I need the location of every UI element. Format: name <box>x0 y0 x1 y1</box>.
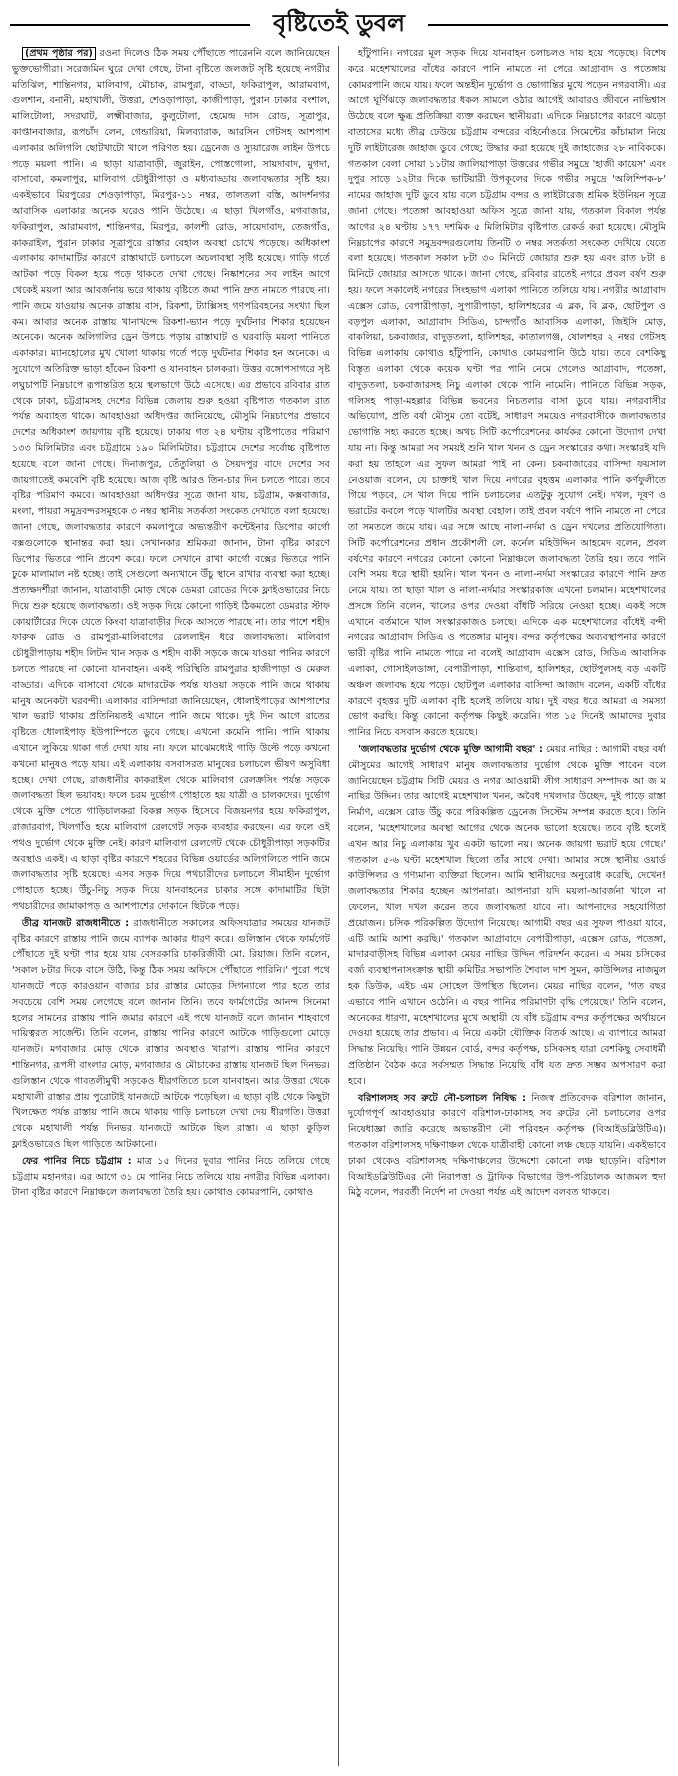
paragraph <box>348 46 666 741</box>
subhead: ফের পানির নিচে চট্টগ্রাম : <box>22 1155 132 1167</box>
paragraph <box>348 1091 666 1202</box>
subhead: 'জলাবদ্ধতার দুর্ভোগ থেকে মুক্তি আগামী বছর' : <box>358 744 543 756</box>
header <box>0 0 678 44</box>
subhead: তীব্র যানজট রাজধানীতে : <box>22 917 130 929</box>
right-column <box>348 46 666 1768</box>
left-column <box>12 46 330 1768</box>
headline-wrap <box>0 4 678 42</box>
paragraph <box>12 46 330 915</box>
paragraph-text: নিজস্ব প্রতিবেদক বরিশাল জানান, দুর্যোগপূর্ণ আবহাওয়ার কারণে বরিশাল-ঢাকাসহ সব রুটের নৌ চলাচলের ওপর নিষেধাজ্ঞা জারি করেছে অভ্যন্তরীণ নৌ পরিবহন কর্তৃপক্ষ (বিআইডব্লিউটিএ)। গতকাল বরিশালসহ দক্ষিণাঞ্চল থেকে যাত্রীবাহী কোনো লঞ্চ ছেড়ে যায়নি। একইভাবে ঢাকা থেকেও বরিশালসহ দক্ষিণাঞ্চলের উদ্দেশ্যে কোনো লঞ্চ ছাড়েনি। বরিশাল বিআইডব্লিউটিএর নৌ নিরাপত্তা ও ট্রাফিক বিভাগের উপ-পরিচালক আজমল হুদা মিঠু বলেন, পরবর্তী নির্দেশ না দেওয়া পর্যন্ত এই আদেশ বলবত থাকবে। <box>348 1092 666 1199</box>
paragraph-text: রওনা দিলেও ঠিক সময় পৌঁছাতে পারেননি বলে জানিয়েছেন ভুক্তভোগীরা। সরেজমিন ঘুরে দেখা গেছে, টানা বৃষ্টিতে জলজট সৃষ্টি হয়েছে নগরীর মতিঝিল, শান্তিনগর, মালিবাগ, মৌচাক, রামপুরা, বাড্ডা, ফকিরাপুল, আরামবাগ, গুলশান, বনানী, মহাখালী, উত্তরা, শেওড়াপাড়া, কাজীপাড়া, পুরান ঢাকার বংশাল, মালিটোলা, সদরঘাট, লক্ষ্মীবাজার, কুলুটোলা, হেমেন্দ্র দাস রোড, সূত্রাপুর, কাপ্তানবাজার, রূপচাঁদ লেন, গেন্ডারিয়া, মিলব্যারাক, আরসিন গেটসহ আশপাশ এলাকার অলিগলি ছোটখাটো খালে পরিণত হয়। ড্রেনেজ ও স্যুয়ারেজ লাইন উপচে পড়ে ময়লা পানি। এ ছাড়া যাত্রাবাড়ী, জুরাইন, পোস্তগোলা, সায়দাবাদ, মুগদা, বাসাবো, কমলাপুর, মালিবাগ চৌধুরীপাড়া ও মধ্যবাড্ডায় জলাবদ্ধতার সৃষ্টি হয়। একইভাবে মিরপুরের শেওড়াপাড়া, মিরপুর-১১ নম্বর, তালতলা বস্তি, আদর্শনগর আবাসিক এলাকার অনেক ঘরেও পানি উঠেছে। এ ছাড়া খিলগাঁও, মগবাজার, ফকিরাপুল, আরামবাগ, শান্তিনগর, মিরপুর, কালশী রোড, সায়েদাবাদ, তেজগাঁও, কাকরাইল, পুরান ঢাকার সূত্রাপুরে রাস্তার বেহাল অবস্থা চোখে পড়েছে। অধিকাংশ এলাকায় কাদামাটির কারণে রাস্তাঘাটে চলাচলে অচলাবস্থা সৃষ্টি হয়েছে। গাড়ি গর্তে আটকা পড়ে বিকল হয়ে পড়ে থাকতে দেখা গেছে। নিষ্কাশনের সব লাইন আগে থেকেই ময়লা আর আবর্জনায় ভরে থাকায় বৃষ্টিতে জমা পানি দ্রুত নামতে পারছে না। পানি জমে যাওয়ায় অনেক রাস্তায় বাস, রিকশা, ট্যাক্সিসহ গণপরিবহনের সংখ্যা ছিল কম। আবার অনেক রাস্তায় খানাখন্দে রিকশা-ভ্যান পড়ে দুর্ঘটনার শিকার হয়েছেন অনেকে। অনেক অলিগলির ড্রেন উপচে পড়ায় রাস্তাঘাট ও ঘরবাড়ি ময়লা পানিতে একাকার। ম্যানহোলের মুখ খোলা থাকায় গর্তে পড়ে দুর্ঘটনার শিকার হন অনেকে। এ সুযোগে অতিরিক্ত ভাড়া হাঁকেন রিকশা ও যানবাহন চালকরা। উত্তর বঙ্গোপসাগরে সৃষ্ট লঘুচাপটি নিম্নচাপে রূপান্তরিত হয়ে স্থলভাগে উঠে এসেছে। এর প্রভাবে রবিবার রাত থেকে ঢাকা, চট্টগ্রামসহ দেশের বিভিন্ন জেলায় শুরু হওয়া বৃষ্টিপাত গতকাল রাত পর্যন্ত অব্যাহত থাকে। আবহাওয়া অধিদপ্তর জানিয়েছে, মৌসুমি নিম্নচাপের প্রভাবে দেশের অধিকাংশ জায়গায় বৃষ্টি হয়েছে। ঢাকায় গত ২৪ ঘণ্টায় বৃষ্টিপাতের পরিমাণ ১৩৩ মিলিমিটার এবং চট্টগ্রামে ১৯০ মিলিমিটার। চট্টগ্রামে দেশের সর্বোচ্চ বৃষ্টিপাত হয়েছে বলে জানা গেছে। দিনাজপুর, তেঁতুলিয়া ও সৈয়দপুর বাদে দেশের সব জায়গাতেই কমবেশি বৃষ্টি হয়েছে। আজ বৃষ্টি আরও তিন-চার দিন চলতে পারে। তবে বৃষ্টির পরিমাণ কমবে। আবহাওয়া অধিদপ্তর সূত্রে জানা যায়, চট্টগ্রাম, কক্সবাজার, মংলা, পায়রা সমুদ্রবন্দরসমূহকে ৩ নম্বর স্থানীয় সতর্কতা সংকেত দেখাতে বলা হয়েছে। জানা গেছে, জলাবদ্ধতার কারণে কমলাপুরে অভ্যন্তরীণ কন্টেইনার ডিপোর কার্গো বক্সগুলোকে স্থানান্তর করা হয়। সেখানকার শ্রমিকরা জানান, টানা বৃষ্টির কারণে ডিপোর ভিতরে পানি প্রবেশ করে। ফলে সেখানে রাখা কার্গো বক্সের ভিতরে পানি ঢুকে মালামাল নষ্ট হচ্ছে। তাই সেগুলো অন্যখানে উঁচু স্থানে রাখার ব্যবস্থা করা হচ্ছে। প্রত্যক্ষদর্শীরা জানান, যাত্রাবাড়ী মোড় থেকে ডেমরা রোডের দিকে ফ্লাইওভারের নিচে দিয়ে শুরু হয়েছে জলাবদ্ধতা। ওই সড়ক দিয়ে কোনো গাড়িই ঠিকমতো ডেমরার স্টাফ কোয়ার্টারের দিকে যেতে কিংবা যাত্রাবাড়ীর দিকে আসতে পারছে না। তার পাশে শহীদ ফারুক রোড ও রামপুরা-মালিবাগের রেললাইন ধরে জলাবদ্ধতা। মালিবাগ চৌধুরীপাড়ায় শহীদ লিটন খান সড়ক ও শহীদ বাকী সড়কে জমে যাওয়া পানির কারণে চলতে পারছে না কোনো যানবাহন। একই পরিস্থিতি রামপুরার হাজীপাড়া ও মেরুল বাড্ডার। এদিকে বাসাবো থেকে মাদারটেক পর্যন্ত যাওয়া সড়কে পানি জমে থাকায় মানুষ অনেকটা ঘরবন্দী। এলাকার বাসিন্দারা জানিয়েছেন, ধোলাইপাড়ের আশপাশের খাল ভরাট থাকায় প্রতিনিয়তই এখানে পানি জমে থাকে। দুই দিন আগে রাতের বৃষ্টিতে ধোলাইপাড় ইউপাম্পিতে ডুবে গেছে। এখনো কমেনি পানি। পানি থাকায় এখানে লুকিয়ে থাকা গর্ত দেখা যায় না। ফলে মাঝেমধ্যেই গাড়ি উল্টে পড়ে কখনো কখনো মানুষও পড়ে যায়। এই এলাকায় বসবাসরত মানুষের চলাচলে ভীষণ অসুবিধা হচ্ছে। দেখা গেছে, রাজধানীর কাকরাইল থেকে মালিবাগ রেলক্রসিং পর্যন্ত সড়কে জলাবদ্ধতা ছিল ভয়াবহ। ফলে চরম দুর্ভোগ পোহাতে হয় যাত্রী ও চালকদের। দুর্ভোগ থেকে মুক্তি পেতে গাড়িচালকরা বিকল্প সড়ক হিসেবে বিজয়নগর হয়ে ফকিরাপুল, রাজারবাগ, খিলগাঁও হয়ে মালিবাগ রেলগেট সড়ক ব্যবহার করছেন। এর ফলে ওই পথও দুর্ভোগ থেকে মুক্তি নেই। কারণ মালিবাগ রেলগেট থেকে চৌধুরীপাড়া সড়কটির অবস্থাও একই। এ ছাড়া বৃষ্টির কারণে শহরের বিভিন্ন ওয়ার্ডের অলিগলিতে পানি জমে জলাবদ্ধতার সৃষ্টি হয়েছে। এসব সড়ক দিয়ে পথচারীদের চলাচলে সীমাহীন দুর্ভোগ পোহাতে হচ্ছে। উঁচু-নিচু সড়ক দিয়ে যানবাহনের চাকার সঙ্গে কাদামাটির ছিটা পথচারীদের জামাকাপড় ও আশপাশের দোকানে ছিটকে পড়ে। <box>12 48 330 913</box>
paragraph <box>12 1154 330 1201</box>
paragraph-text: মেয়র নাছির : আগামী বছর বর্ষা মৌসুমের আগেই সাধারণ মানুষ জলাবদ্ধতার দুর্ভোগ থেকে মুক্তি পাবেন বলে জানিয়েছেন চট্টগ্রাম সিটি মেয়র ও নগর আওয়ামী লীগ সাধারণ সম্পাদক আ জ ম নাছির উদ্দিন। তার আগেই মহেশখাল খনন, অবৈধ দখলদার উচ্ছেদ, দুই পাড়ে রাস্তা নির্মাণ, এক্সেস রোড উঁচু করে পরিকল্পিত ড্রেনেজ সিস্টেম সম্পন্ন করতে হবে। তিনি বলেন, 'মহেশখালের অবস্থা আগের থেকে অনেক ভালো হয়েছে। তবে বৃষ্টি হলেই এখন আর নিচু এলাকায় খুব একটা ভালো নয়। অনেক জায়গা ভরাট হয়ে গেছে।' গতকাল ৫-৬ ঘণ্টা মহেশখাল ছিলো তাঁর সাথে দেখা। আমার সঙ্গে স্থানীয় ওয়ার্ড কাউন্সিলর ও গণ্যমান্য ব্যক্তিরা ছিলেন। আমি স্থানীয়দের অনুরোধ করেছি, দেখেন! জলাবদ্ধতার শিকার হচ্ছেন আপনারা। আপনারা যদি ময়লা-আবর্জনা খালে না ফেলেন, খাল দখল করেন তবে জলাবদ্ধতা যাবে না। আপনাদের সহযোগিতা প্রয়োজন। চসিক পরিকল্পিত উদ্যোগ নিয়েছে। আগামী বছর এর সুফল পাওয়া যাবে, এটি আমি আশা করছি।' গতকাল আগ্রাবাদে বেপারীপাড়া, এক্সেস রোড, পতেঙ্গা, মাদারবাড়ীসহ বিভিন্ন এলাকা মেয়র নাছির উদ্দিন পরিদর্শন করেন। এ সময় চসিকের বর্জ্য ব্যবস্থাপনাসংক্রান্ত স্থায়ী কমিটির সভাপতি শৈবাল দাশ সুমন, কাউন্সিলর নাজমুল হক ডিউক, এইচ এম সোহেল উপস্থিত ছিলেন। মেয়র নাছির বলেন, 'গত বছর এভাবে পানি এখানে ওঠেনি। এ বছর পানির পরিমাণটা বৃদ্ধি পেয়েছে।' তিনি বলেন, অনেকের ধারণা, মহেশখালের মুখে অস্থায়ী যে বাঁধ চট্টগ্রাম বন্দর কর্তৃপক্ষের অর্থায়নে দেওয়া হয়েছে তার প্রভাব। এ নিয়ে একটা যৌক্তিক বিতর্ক আছে। এ ব্যাপারে আমরা সিদ্ধান্ত নিয়েছি। পানি উন্নয়ন বোর্ড, বন্দর কর্তৃপক্ষ, চসিকসহ যারা বেশকিছু সেবাধর্মী প্রতিষ্ঠান বৈঠক করে সর্বসম্মত সিদ্ধান্ত নিয়েছি বাঁধ যত দ্রুত সম্ভব অপসারণ করা হবে। <box>348 744 666 1087</box>
paragraph-text: হাঁটুপানি। নগরের মূল সড়ক দিয়ে যানবাহন চলাচলও দায় হয়ে পড়েছে। বিশেষ করে মহেশখালের বাঁধের কারণে পানি নামতে না পেরে আগ্রাবাদ ও পতেঙ্গায় কোমরপানি জমে যায়। ফলে অন্তহীন দুর্ভোগ ও ভোগান্তির মুখে পড়েন নগরবাসী। এর আগে ঘূর্ণিঝড়ে জলাবদ্ধতার ধকল সামলে ওঠার আগেই আবারও জীবনে নাভিশ্বাস উঠেছে বলে ক্ষুব্ধ প্রতিক্রিয়া ব্যক্ত করছেন স্থানীয়রা। এদিকে নিম্নচাপের কারণে ঝড়ো বাতাসের মধ্যে তীব্র ঢেউয়ে চট্টগ্রাম বন্দরের বহির্নোঙরে সিমেন্টের কাঁচামাল নিয়ে দুটি লাইটারেজ জাহাজ ডুবে গেছে; উদ্ধার করা হয়েছে দুই জাহাজের ২৮ নাবিককে। গতকাল বেলা সোয়া ১১টায় জালিয়াপাড়া উত্তরের গভীর সমুদ্রে 'হাজী কায়েস' এবং দুপুর সাড়ে ১২টার দিকে ভাটিয়ারী উপকূলের দিকে গভীর সমুদ্রে 'অলিম্পিক-৮' নামের জাহাজ দুটি ডুবে যায় বলে চট্টগ্রাম বন্দর ও লাইটারেজ শ্রমিক ইউনিয়ন সূত্রে জানা গেছে। পতেঙ্গা আবহাওয়া অফিস সূত্রে জানা যায়, গতকাল বিকাল পর্যন্ত আগের ২৪ ঘণ্টায় ১৭৭ দশমিক ৫ মিলিমিটার বৃষ্টিপাত রেকর্ড করা হয়েছে। মৌসুমি নিম্নচাপের কারণে সমুদ্রবন্দরগুলোয় তিনটি ৩ নম্বর সতর্কতা সংকেত দেখিয়ে যেতে বলা হয়েছে। গতকাল সকাল ৮টা ৩০ মিনিটে জোয়ার শুরু হয় এবং রাত ৮টা ৪ মিনিটে জোয়ার আসতে থাকে। জানা গেছে, রবিবার রাতেই নগরে প্রবল বর্ষণ শুরু হয়। ফলে সকালেই নগরের সিংহভাগ এলাকা পানিতে তলিয়ে যায়। নগরীর আগ্রাবাদ এক্সেস রোড, বেপারীপাড়া, সুপারীপাড়া, হালিশহরের এ ব্লক, বি ব্লক, ছোটপুল ও বড়পুল এলাকা, আগ্রাবাদ সিডিএ, চান্দগাঁও আবাসিক এলাকা, জিইসি মোড়, বাকলিয়া, চকবাজার, বাদুড়তলা, হালিশহর, কাতালগঞ্জ, ষোলশহর ২ নম্বর গেটসহ বিভিন্ন এলাকায় কোথাও হাঁটুপানি, কোথাও কোমরপানি উঠে যায়। তবে বেশকিছু বিস্তৃত এলাকা থেকে কয়েক ঘণ্টা পর পানি নেমে গেলেও আগ্রাবাদ, পতেঙ্গা, বাদুড়তলা, চকবাজারসহ নিচু এলাকা থেকে পানি নামেনি। পানিতে বিভিন্ন সড়ক, গলিসহ পাড়া-মহল্লার বিভিন্ন ভবনের নিচতলার বাসা ডুবে যায়। নগরবাসীর অভিযোগ, প্রতি বর্ষা মৌসুম তো বটেই, সাধারণ সময়েও নগরবাসীকে জলাবদ্ধতার ভোগান্তি সহ্য করতে হচ্ছে। অথচ সিটি কর্পোরেশনের কার্যকর কোনো উদ্যোগ দেখা যায় না। কিন্তু আমরা সব সময়ই শুনি খাল খনন ও ড্রেন সংস্কারের কথা। সংস্কারই যদি করা হয় তাহলে এর সুফল আমরা পাই না কেন। চকবাজারের বাসিন্দা ফয়সাল নেওয়াজ বলেন, যে চাক্তাই খাল দিয়ে নগরের বৃহত্তম এলাকার পানি কর্ণফুলীতে গিয়ে পড়বে, সে খাল দিয়ে পানি চলাচলের এতটুকু সুযোগ নেই। দখল, দূষণ ও ভরাটের কবলে পড়ে খালটির অবস্থা বেহাল। তাই প্রবল বর্ষণে পানি নামতে না পেরে তা সমতলে জমে যায়। এর সঙ্গে আছে নালা-নর্দমা ও ড্রেন দখলের প্রতিযোগিতা। সিটি কর্পোরেশনের প্রধান প্রকৌশলী লে. কর্নেল মহিউদ্দিন আহমেদ বলেন, প্রবল বর্ষণের কারণে নগরের কোনো কোনো নিম্নাঞ্চলে জলাবদ্ধতা তৈরি হয়। তবে পানি বেশি সময় ধরে স্থায়ী হয়নি। খাল খনন ও নালা-নর্দমা সংস্কারের কারণে পানি দ্রুত নেমে যায়। তা ছাড়া খাল ও নালা-নর্দমার সংস্কারকাজ এখনো চলমান। মহেশখালের প্রসঙ্গে তিনি বলেন, খালের ওপর দেওয়া বাঁধটি সরিয়ে নেওয়া হচ্ছে। একই সঙ্গে এখানে বর্তমানে খাল সংস্কারকাজও চলছে। এদিকে এক মহেশখালের বাঁধেই বন্দী নগরের আগ্রাবাদ সিডিএ ও পতেঙ্গার মানুষ। বন্দর কর্তৃপক্ষের অব্যবস্থাপনার কারণে ভারী বৃষ্টির পানি নামতে পারে না বলেই আগ্রাবাদ এক্সেস রোড, সিডিএ আবাসিক এলাকা, গোসাইলডাঙ্গা, বেপারীপাড়া, শান্তিবাগ, হালিশহর, ছোটপুলসহ বড় একটি অঞ্চল জলাবদ্ধ হয়ে পড়ে। ছোটপুল এলাকার বাসিন্দা আজাদ বলেন, একটি বাঁধের কারণে বৃহত্তর দুটি এলাকা বৃষ্টি হলেই তলিয়ে যায়। দুই বছর ধরে আমরা এ সমস্যা ভোগ করছি। কিন্তু কোনো কর্তৃপক্ষ কিছুই করেনি। গত ১৫ দিনেই আমাদের দুবার পানির নিচে বসবাস করতে হয়েছে। <box>348 48 666 739</box>
subhead: বরিশালসহ সব রুটে নৌ-চলাচল নিষিদ্ধ : <box>358 1092 526 1104</box>
paragraph <box>348 742 666 1090</box>
headline: বৃষ্টিতেই ডুবল <box>263 4 415 42</box>
column-divider <box>338 46 339 1766</box>
continued-from-kicker: (প্রথম পৃষ্ঠার পর) <box>22 47 96 60</box>
paragraph-text: রাজধানীতে সকালের অফিসযাত্রার সময়ের যানজট বৃষ্টির কারণে রাস্তায় পানি জমে ব্যাপক আকার ধারণ করে। গুলিস্তান থেকে ফার্মগেট পৌঁছাতে দুই ঘণ্টা পার হয়ে যায় বেসরকারি চাকরিজীবী মো. রিয়াজ। তিনি বলেন, 'সকাল ৮টার দিকে বাসে উঠি, কিন্তু ঠিক সময় অফিসে পৌঁছাতে পারিনি।' পুরো পথে যানজটে পড়ে কারওয়ান বাজার চার রাস্তার মোড়ের সিগন্যালে পার হতে তার সবচেয়ে বেশি সময় লেগেছে বলে জানান তিনি। তবে ফার্মগেটের আনন্দ সিনেমা হলের সামনের রাস্তায় পানি জমার কারণে এই পথে যানজট বলে জানান শাহবাগে দায়িত্বরত সার্জেন্ট। তিনি বলেন, রাস্তায় পানির কারণে আটকে গাড়িগুলো মোড়ে যানজট। মগবাজার মোড় থেকে রাস্তার অবস্থাও খারাপ। রাস্তায় পানির কারণে শান্তিনগর, রূপসী বাংলার মোড়, মগবাজার ও মৌচাকের রাস্তায় যানজট ছিল দিনভর। গুলিস্তান থেকে গাবতলীমুখী সড়কেও ধীরগতিতে চলে যানবাহন। আর উত্তরা থেকে মহাখালী রাস্তার প্রায় পুরোটাই যানজটে আটকে পড়েছিল। এ ছাড়া বৃষ্টি থেকে কিছুটা খিলক্ষেত পর্যন্ত রাস্তায় পানি জমে থাকায় গাড়ি চলাচলে দেখা দেয় ধীরগতি। উত্তরা থেকে মহাখালী পর্যন্ত দিনভর যানজটে আটকে ছিল রাস্তা। এ ছাড়া কুড়িল ফ্লাইওভারেও ছিল গাড়িতে আটকানো। <box>12 917 330 1150</box>
paragraph <box>12 916 330 1153</box>
paragraph-text: মাত্র ১৫ দিনের দুবার পানির নিচে তলিয়ে গেছে চট্টগ্রাম মহানগর। এর আগে ৩১ মে পানির নিচে তলিয়ে যায় নগরীর বিভিন্ন এলাকা। টানা বৃষ্টির কারণে নিম্নাঞ্চলে জলাবদ্ধতা তৈরি হয়। কোথাও কোমরপানি, কোথাও <box>12 1155 330 1199</box>
